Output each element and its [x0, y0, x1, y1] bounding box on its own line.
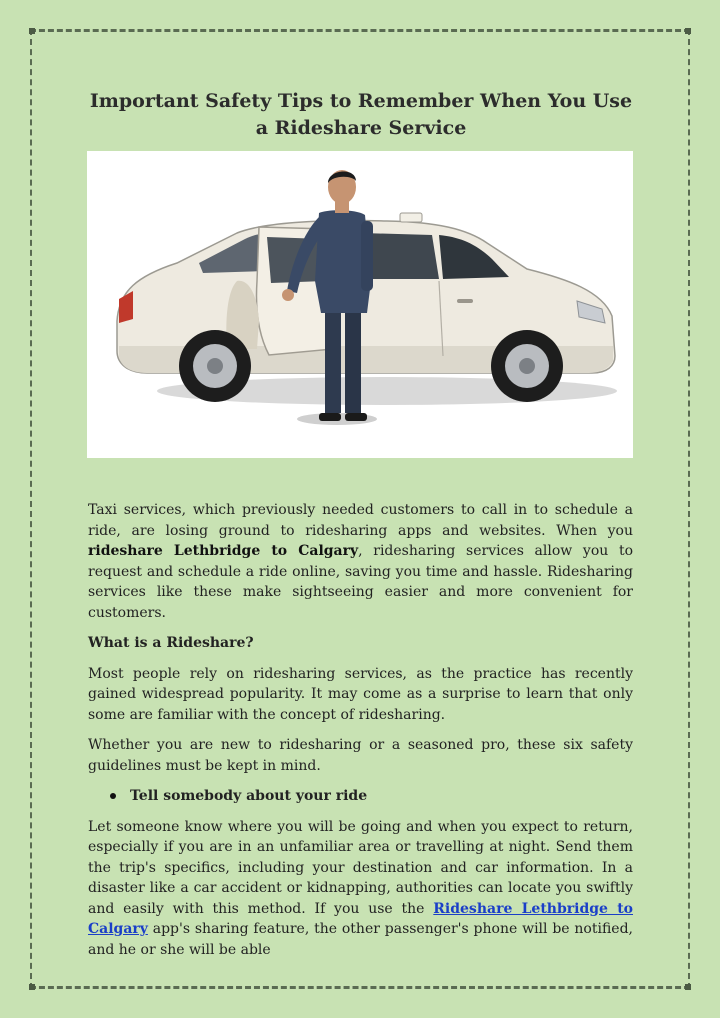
rideshare-link[interactable]: Rideshare Lethbridge to Calgary: [88, 900, 633, 937]
paragraph-4: Let someone know where you will be going and when you expect to return, especially if you are in an unfamiliar area or travelling at night. Send them the trip's specifics, including your destination and car information. In a disaster like a car accident or kidnapping, authorities can locate you swiftly and easily with this method. If you use the Rideshare Lethbridge to Calgary app's sharing feature, the other passenger's phone will be notified, and he or she will be able: [88, 818, 633, 958]
border-corner: [29, 984, 35, 990]
intro-paragraph: Taxi services, which previously needed customers to call in to schedule a ride, are losing ground to ridesharing apps and websites. When you rideshare Lethbridge to Calgary, ridesharing services allow you to request and schedule a ride online, saving you time and hassle. Ridesharing services like these make sightseeing easier and more convenient for customers.: [88, 502, 633, 621]
bold-keyword: rideshare Lethbridge to Calgary: [88, 543, 359, 559]
taxi-photo: [87, 151, 633, 458]
section-heading: What is a Rideshare?: [88, 635, 254, 651]
article-body: [88, 500, 633, 970]
border-corner: [685, 984, 691, 990]
paragraph-3: Whether you are new to ridesharing or a seasoned pro, these six safety guidelines must be kept in mind.: [88, 737, 633, 774]
document-title: Important Safety Tips to Remember When You Use a Rideshare Service: [89, 90, 633, 139]
bullet-item: [88, 786, 633, 807]
bullet-icon: [110, 793, 116, 799]
border-corner: [685, 28, 691, 34]
border-corner: [29, 28, 35, 34]
bullet-label: Tell somebody about your ride: [130, 788, 368, 804]
paragraph-2: Most people rely on ridesharing services, as the practice has recently gained widespread popularity. It may come as a surprise to learn that only some are familiar with the concept of ridesharing.: [88, 665, 633, 723]
